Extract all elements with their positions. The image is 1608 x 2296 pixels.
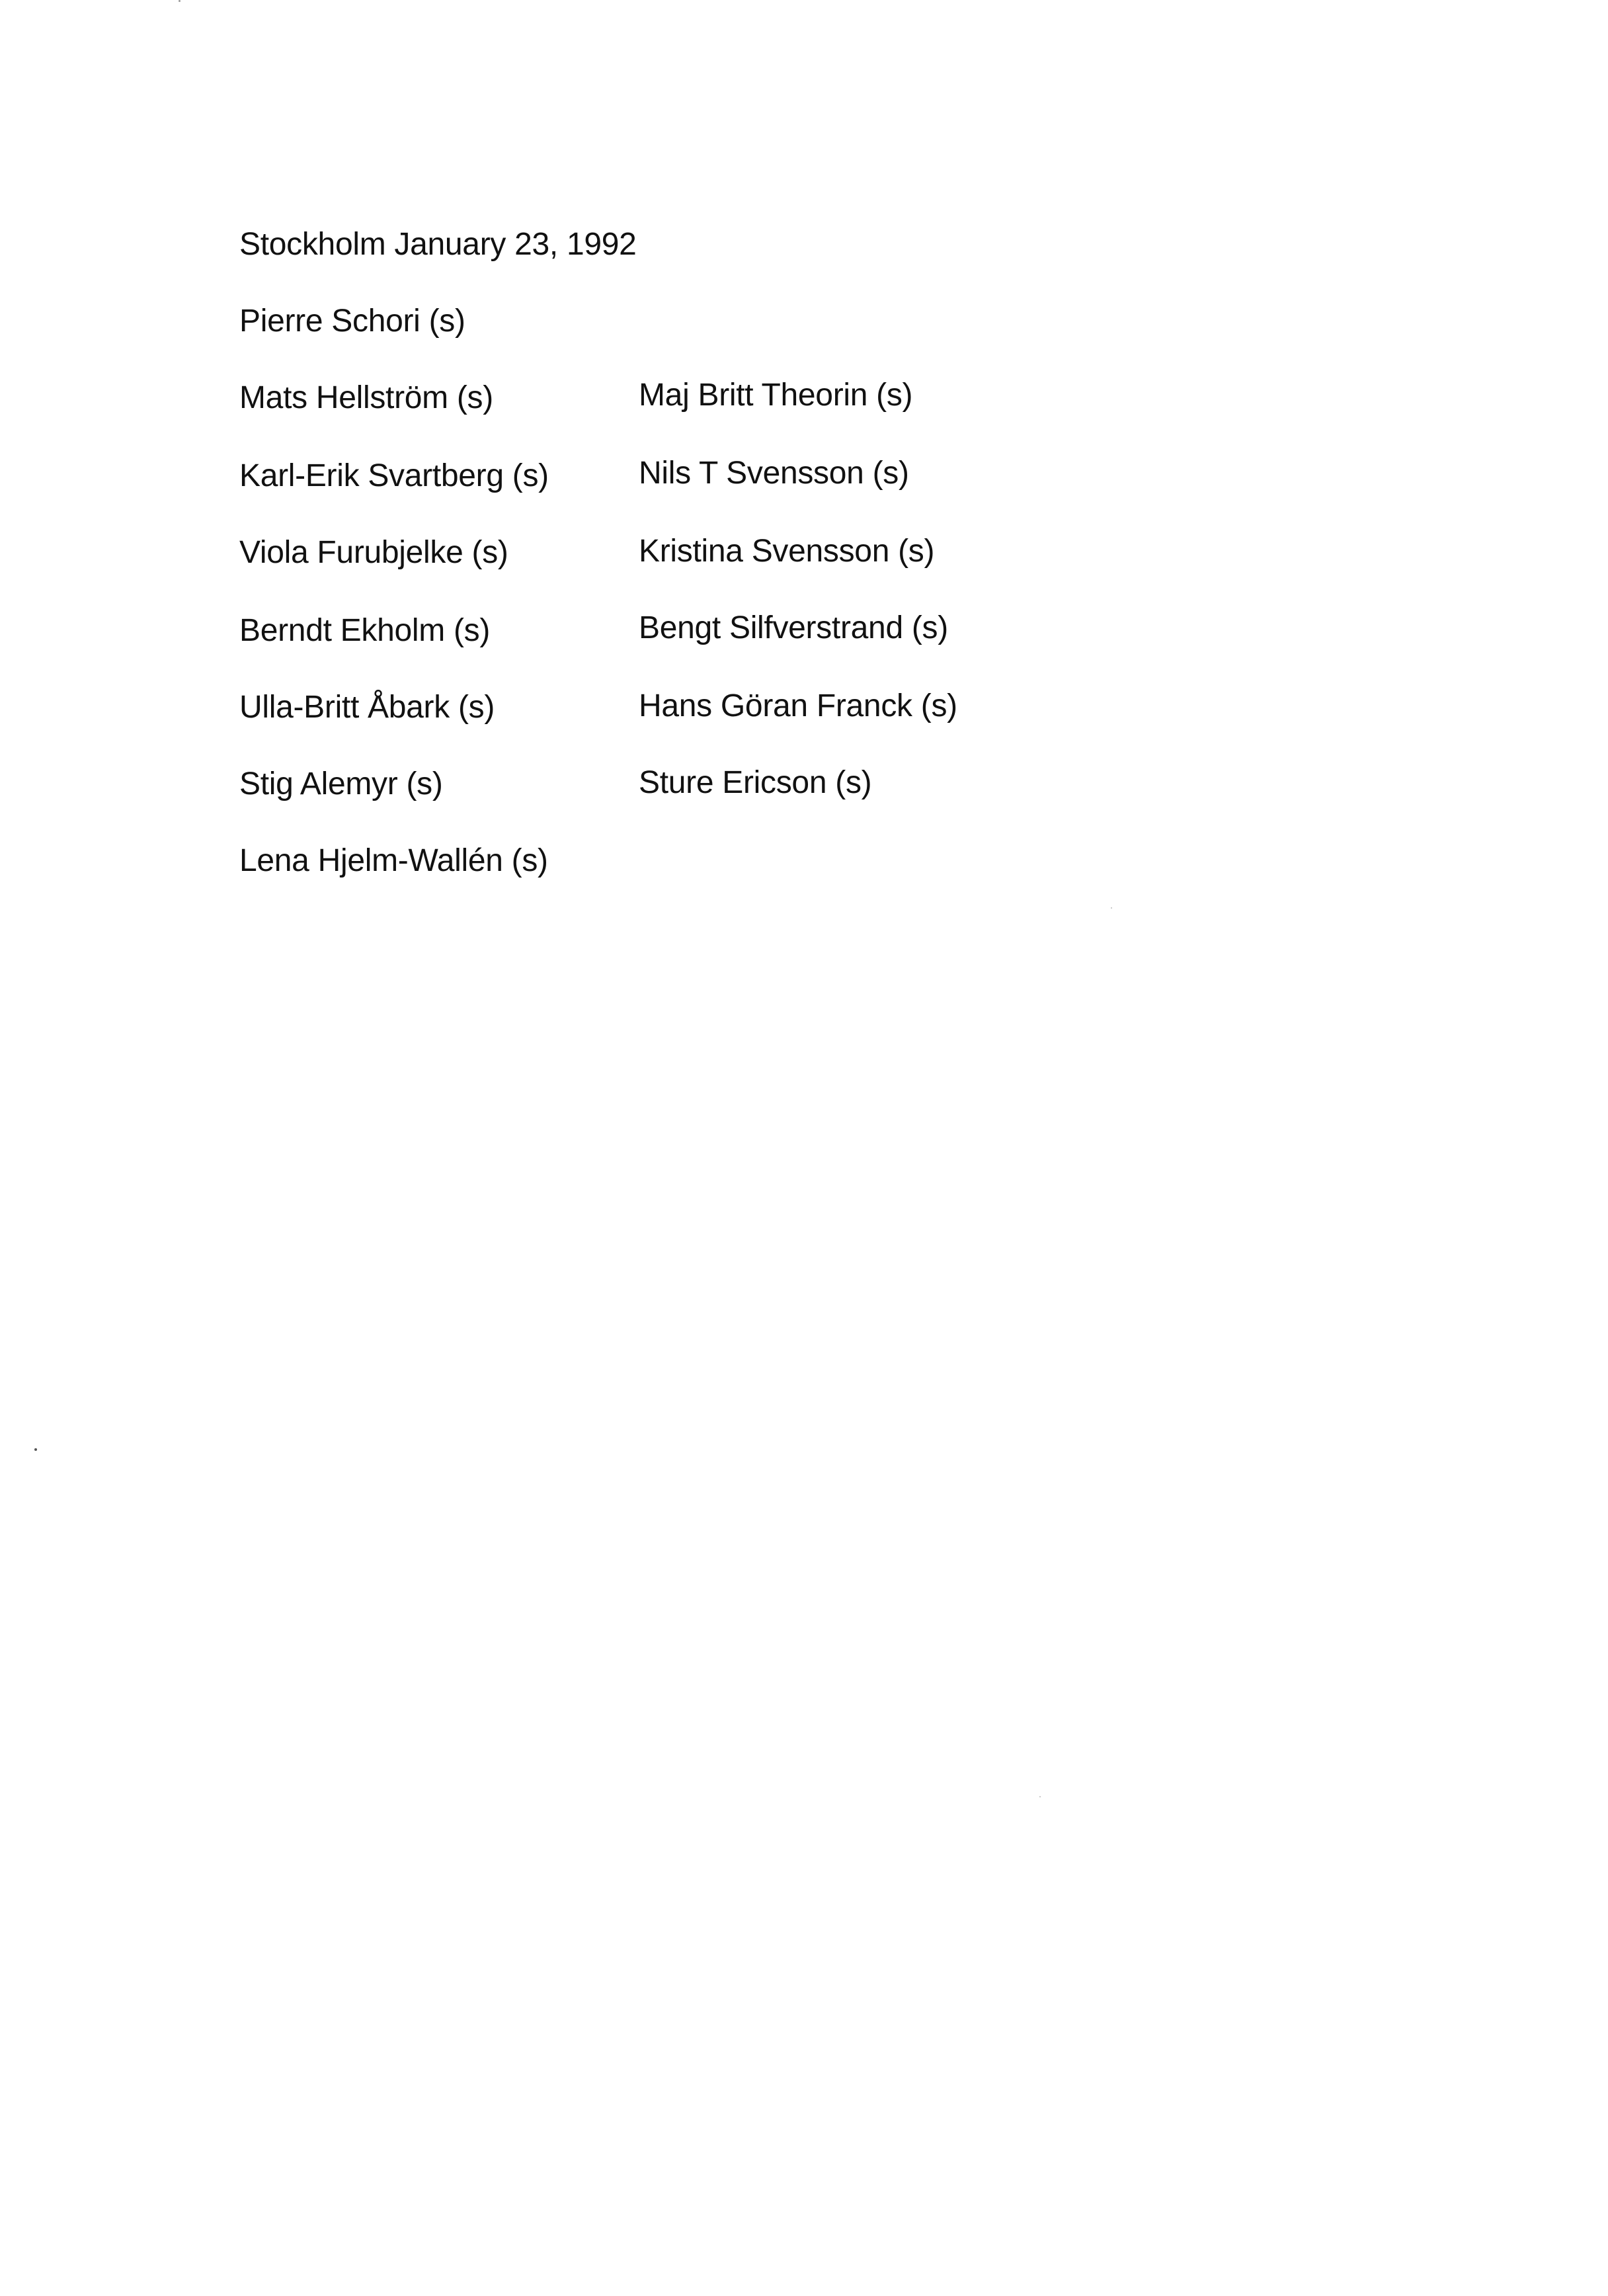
signatory-left-3: Viola Furubjelke (s): [239, 535, 508, 570]
scan-speck: [179, 0, 181, 2]
final-signatory: Lena Hjelm-Wallén (s): [239, 843, 548, 878]
lead-signatory: Pierre Schori (s): [239, 304, 465, 339]
scan-speck: [1111, 907, 1112, 909]
signatory-left-2: Karl-Erik Svartberg (s): [239, 458, 549, 493]
signatory-right-3: Kristina Svensson (s): [639, 534, 935, 569]
signatory-left-1: Mats Hellström (s): [239, 380, 493, 415]
signatory-right-5: Hans Göran Franck (s): [639, 688, 957, 723]
signatory-right-1: Maj Britt Theorin (s): [639, 378, 913, 413]
signatory-left-6: Stig Alemyr (s): [239, 766, 443, 801]
place-date: Stockholm January 23, 1992: [239, 227, 637, 262]
signatory-right-6: Sture Ericson (s): [639, 765, 872, 800]
scan-speck: [1039, 1796, 1041, 1797]
signatory-right-4: Bengt Silfverstrand (s): [639, 610, 948, 645]
signatory-left-5: Ulla-Britt Åbark (s): [239, 690, 495, 725]
signatory-right-2: Nils T Svensson (s): [639, 456, 909, 491]
signatory-left-4: Berndt Ekholm (s): [239, 613, 491, 648]
scan-speck: [34, 1448, 37, 1451]
